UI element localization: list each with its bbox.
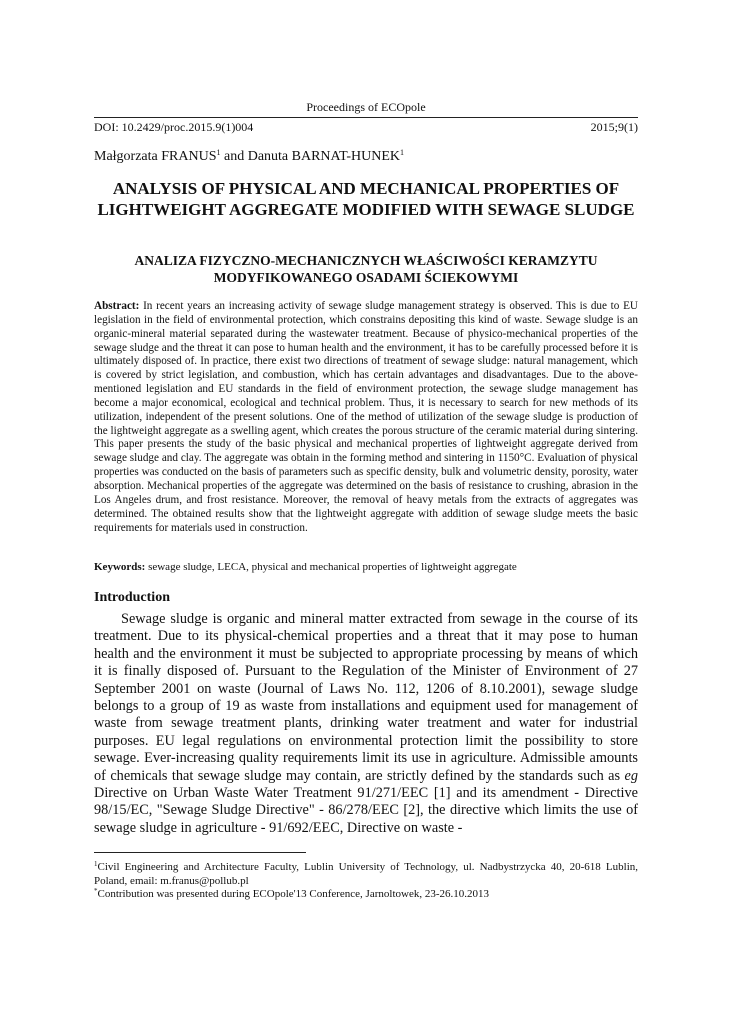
footnote-mark: 1 <box>94 860 98 868</box>
author-name: Danuta BARNAT-HUNEK <box>247 149 401 164</box>
intro-text-continued: Directive on Urban Waste Water Treatment 91/271/EEC [1] and its amendment - Directive 98/15/EC, "Sewage Sludge Directive" - 86/278/EEC [2], the directive which limits the use of sewage sludge in agriculture - 91/692/EEC, Directive on waste - <box>94 785 638 836</box>
footnote-mark: * <box>94 887 98 895</box>
author-list <box>94 148 404 165</box>
footnote <box>94 858 638 888</box>
affiliation-mark: 1 <box>400 148 405 157</box>
author-name: Małgorzata FRANUS <box>94 149 217 164</box>
footnote-text: Contribution was presented during ECOpole'13 Conference, Jarnoltowek, 23-26.10.2013 <box>97 888 489 900</box>
section-heading: Introduction <box>94 590 170 605</box>
abstract <box>94 300 638 535</box>
keywords <box>94 561 638 573</box>
doi: DOI: 10.2429/proc.2015.9(1)004 <box>94 120 254 134</box>
keywords-text: sewage sludge, LECA, physical and mechanical properties of lightweight aggregate <box>145 561 517 573</box>
doi-line <box>94 117 638 135</box>
abstract-text: In recent years an increasing activity of sewage sludge management strategy is observed. This is due to EU legislation in the field of environmental protection, which constrains depositing this kind of waste. Sewage sludge is an organic-mineral material separated during the wastewater treatment. Because of physico-mechanical properties of the sewage sludge and the threat it can pose to human health and the environment, it has to be carefully processed before it is ultimately disposed of. In practice, there exist two directions of treatment of sewage sludge: natural management, which is covered by strict legislation, and combustion, which has certain advantages and disadvantages. Due to the above-mentioned legislation and EU standards in the field of environment protection, the sewage sludge management has become a major economical, ecological and technical problem. Thus, it is necessary to search for new methods of its utilization, independent of the present solutions. One of the method of utilization of the sewage sludge is production of the lightweight aggregate as a swelling agent, which creates the porous structure of the ceramic material during sintering. This paper presents the study of the basic physical and mechanical properties of lightweight aggregate derived from sewage sludge and clay. The aggregate was obtain in the forming method and sintering in 1150°C. Evaluation of physical properties was conducted on the basis of parameters such as specific density, bulk and volumetric density, porosity, water absorption. Mechanical properties of the aggregate was determined on the basis of resistance to crushing, abrasion in the Los Angeles drum, and frost resistance. Moreover, the removal of heavy metals from the extracts of aggregates was determined. The obtained results show that the lightweight aggregate with addition of sewage sludge meets the basic requirements for materials used in construction. <box>94 300 639 534</box>
author-connector: and <box>220 149 248 164</box>
journal-running-head: Proceedings of ECOpole <box>306 100 426 114</box>
volume-issue: 2015;9(1) <box>590 120 638 134</box>
introduction-paragraph <box>94 611 638 837</box>
footnote <box>94 885 638 902</box>
footnote-text: Civil Engineering and Architecture Faculty, Lublin University of Technology, ul. Nadbystrzycka 40, 20-618 Lublin, Poland, email: m.franus@pollub.pl <box>94 861 638 887</box>
intro-text: Sewage sludge is organic and mineral matter extracted from sewage in the course of its treatment. Due to its physical-chemical properties and a threat that it may pose to human health and the environment it must be subjected to appropriate processing by means of which it is finally disposed of. Pursuant to the Regulation of the Minister of Environment of 27 September 2001 on waste (Journal of Laws No. 112, 1206 of 8.10.2001), sewage sludge belongs to a group of 19 as waste from installations and equipment used for management of waste from sewage treatment plants, drinking water treatment and water for industrial purposes. EU legal regulations on environmental protection limit the possibility to store sewage. Ever-increasing quality requirements limit its use in agriculture. Admissible amounts of chemicals that sewage sludge may contain, are strictly defined by the standards such as <box>94 611 638 784</box>
keywords-label: Keywords: <box>94 561 146 573</box>
footnote-divider <box>94 852 306 853</box>
affiliation-mark: 1 <box>216 148 221 157</box>
intro-emphasis: eg <box>624 767 638 784</box>
paper-title: ANALYSIS OF PHYSICAL AND MECHANICAL PROPERTIES OF LIGHTWEIGHT AGGREGATE MODIFIED WITH SEWAGE SLUDGE <box>97 179 635 219</box>
abstract-label: Abstract: <box>94 300 140 312</box>
paper-title-polish: ANALIZA FIZYCZNO-MECHANICZNYCH WŁAŚCIWOŚCI KERAMZYTU MODYFIKOWANEGO OSADAMI ŚCIEKOWYMI <box>134 253 598 285</box>
